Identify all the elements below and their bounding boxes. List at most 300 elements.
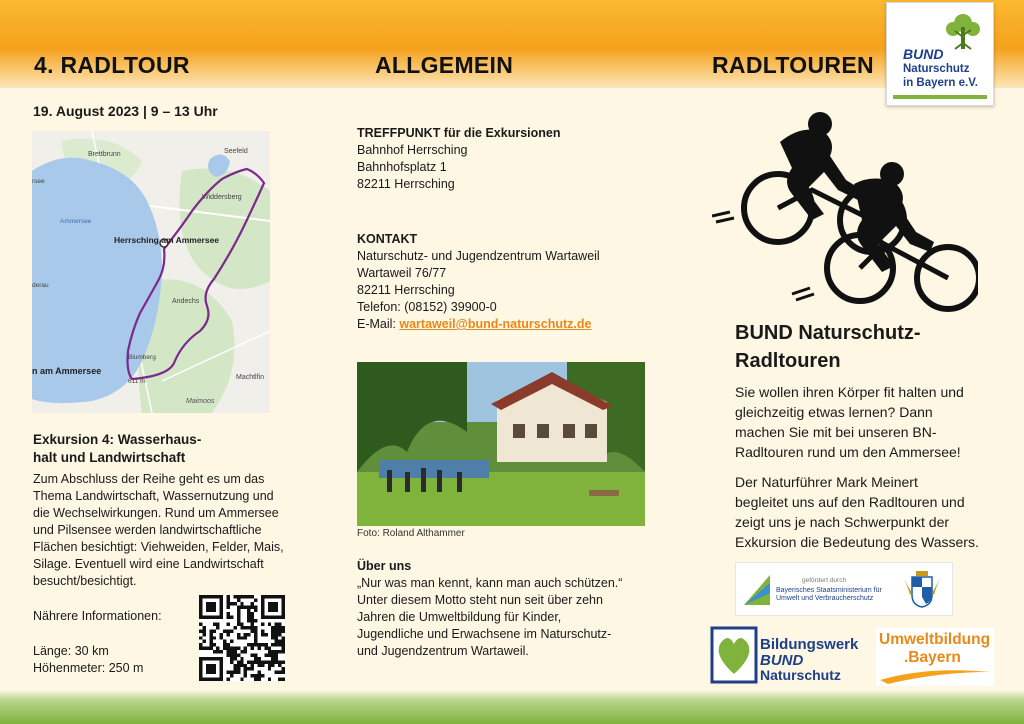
- qr-module: [278, 595, 281, 598]
- qr-module: [213, 667, 216, 670]
- contact-line: Naturschutz- und Jugendzentrum Wartaweil: [357, 249, 600, 263]
- qr-module: [227, 650, 230, 653]
- qr-module: [261, 602, 264, 605]
- qr-module: [247, 612, 250, 615]
- qr-module: [278, 623, 281, 626]
- qr-module: [278, 616, 281, 619]
- qr-module: [271, 626, 274, 629]
- qr-module: [247, 626, 250, 629]
- qr-module: [240, 650, 243, 653]
- qr-module: [282, 667, 285, 670]
- qr-module: [223, 643, 226, 646]
- qr-module: [275, 660, 278, 663]
- contact-line: 82211 Herrsching: [357, 283, 455, 297]
- qr-module: [264, 633, 267, 636]
- qr-module: [237, 633, 240, 636]
- qr-module: [271, 664, 274, 667]
- qr-module: [247, 605, 250, 608]
- meeting-line: Bahnhofsplatz 1: [357, 160, 447, 174]
- excursion-line: besucht/besichtigt.: [33, 574, 137, 588]
- qr-module: [240, 602, 243, 605]
- qr-module: [247, 619, 250, 622]
- qr-module: [254, 636, 257, 639]
- qr-module: [261, 595, 264, 598]
- intro-line: Radltouren rund um den Ammersee!: [735, 444, 961, 460]
- email-label: E-Mail:: [357, 317, 400, 331]
- qr-module: [233, 647, 236, 650]
- qr-module: [209, 667, 212, 670]
- qr-module: [271, 657, 274, 660]
- qr-module: [268, 667, 271, 670]
- qr-module: [254, 619, 257, 622]
- qr-module: [199, 595, 202, 598]
- qr-module: [261, 623, 264, 626]
- umweltbildung-line1: Umweltbildung: [879, 631, 991, 648]
- about-block: [357, 558, 622, 660]
- bildungswerk-line2: BUND: [760, 652, 804, 669]
- qr-module: [282, 612, 285, 615]
- qr-module: [268, 595, 271, 598]
- qr-module: [257, 643, 260, 646]
- qr-module: [247, 609, 250, 612]
- map-label-herrsching: Herrsching am Ammersee: [114, 235, 220, 245]
- qr-module: [261, 598, 264, 601]
- qr-module: [227, 643, 230, 646]
- qr-module: [271, 602, 274, 605]
- qr-module: [209, 602, 212, 605]
- qr-module: [275, 653, 278, 656]
- qr-module: [216, 595, 219, 598]
- qr-module: [268, 602, 271, 605]
- qr-module: [209, 678, 212, 681]
- qr-module: [244, 595, 247, 598]
- excursion-title: [33, 431, 201, 467]
- qr-module: [237, 660, 240, 663]
- qr-module: [275, 626, 278, 629]
- qr-module: [282, 595, 285, 598]
- qr-module: [251, 664, 254, 667]
- qr-module: [213, 650, 216, 653]
- qr-module: [220, 671, 223, 674]
- qr-module: [213, 605, 216, 608]
- qr-module: [227, 605, 230, 608]
- map-label-seefeld: Seefeld: [224, 148, 248, 155]
- qr-module: [251, 653, 254, 656]
- qr-module: [220, 616, 223, 619]
- qr-module: [240, 660, 243, 663]
- guide-paragraph: [735, 472, 1005, 552]
- excursion-title-line2: halt und Landwirtschaft: [33, 450, 186, 465]
- qr-module: [254, 657, 257, 660]
- qr-module: [202, 629, 205, 632]
- qr-module: [213, 678, 216, 681]
- qr-module: [261, 633, 264, 636]
- tour-length: Länge: 30 km: [33, 644, 109, 658]
- qr-module: [220, 674, 223, 677]
- qr-module: [264, 647, 267, 650]
- qr-module: [223, 647, 226, 650]
- qr-module: [209, 647, 212, 650]
- qr-module: [261, 629, 264, 632]
- qr-module: [275, 623, 278, 626]
- swoosh-icon: [878, 668, 992, 684]
- qr-module: [271, 595, 274, 598]
- qr-module: [202, 657, 205, 660]
- qr-module: [199, 605, 202, 608]
- qr-module: [257, 664, 260, 667]
- qr-module: [216, 616, 219, 619]
- qr-module: [216, 678, 219, 681]
- qr-module: [251, 619, 254, 622]
- about-line: Jahren die Umweltbildung für Kinder,: [357, 610, 562, 624]
- qr-module: [227, 678, 230, 681]
- qr-module: [227, 623, 230, 626]
- contact-line: Telefon: (08152) 39900-0: [357, 300, 497, 314]
- qr-module: [199, 602, 202, 605]
- qr-module: [251, 660, 254, 663]
- qr-module: [282, 640, 285, 643]
- qr-module: [220, 595, 223, 598]
- qr-module: [233, 671, 236, 674]
- qr-module: [257, 678, 260, 681]
- qr-module: [254, 660, 257, 663]
- qr-module: [271, 609, 274, 612]
- qr-module: [227, 598, 230, 601]
- qr-module: [202, 678, 205, 681]
- qr-module: [233, 667, 236, 670]
- umweltbildung-logo: [876, 628, 994, 686]
- qr-module: [254, 640, 257, 643]
- qr-module: [209, 636, 212, 639]
- qr-module: [237, 595, 240, 598]
- umweltbildung-line2: .Bayern: [904, 649, 961, 666]
- qr-module: [230, 674, 233, 677]
- qr-module: [213, 643, 216, 646]
- qr-module: [227, 595, 230, 598]
- qr-module: [220, 633, 223, 636]
- qr-module: [233, 650, 236, 653]
- email-row: [357, 316, 600, 333]
- qr-module: [282, 647, 285, 650]
- qr-module: [264, 653, 267, 656]
- qr-module: [268, 664, 271, 667]
- qr-module: [206, 671, 209, 674]
- qr-module: [251, 674, 254, 677]
- qr-module: [271, 650, 274, 653]
- qr-module: [282, 616, 285, 619]
- qr-module: [264, 643, 267, 646]
- map-label-ammersee: Ammersee: [60, 218, 92, 225]
- qr-module: [254, 626, 257, 629]
- qr-module: [254, 605, 257, 608]
- qr-module: [220, 598, 223, 601]
- contact-block: [357, 231, 600, 333]
- qr-module: [244, 671, 247, 674]
- qr-module: [268, 678, 271, 681]
- qr-module: [247, 633, 250, 636]
- qr-module: [244, 633, 247, 636]
- qr-module: [223, 629, 226, 632]
- qr-module: [209, 605, 212, 608]
- qr-module: [254, 678, 257, 681]
- qr-module: [230, 640, 233, 643]
- email-link[interactable]: wartaweil@bund-naturschutz.de: [399, 317, 592, 331]
- guide-line: zeigt uns je nach Schwerpunkt der: [735, 514, 950, 530]
- qr-module: [237, 619, 240, 622]
- qr-module: [199, 660, 202, 663]
- qr-module: [271, 633, 274, 636]
- qr-module: [220, 609, 223, 612]
- qr-module: [271, 629, 274, 632]
- qr-module: [257, 674, 260, 677]
- qr-module: [199, 598, 202, 601]
- qr-module: [220, 667, 223, 670]
- qr-module: [213, 609, 216, 612]
- qr-module: [199, 629, 202, 632]
- qr-module: [206, 605, 209, 608]
- photo-caption: Foto: Roland Althammer: [357, 528, 465, 539]
- about-title: Über uns: [357, 559, 412, 573]
- qr-module: [251, 643, 254, 646]
- heading-allgemein: ALLGEMEIN: [375, 52, 514, 78]
- qr-module: [251, 602, 254, 605]
- qr-module: [216, 623, 219, 626]
- qr-module: [213, 623, 216, 626]
- qr-module: [268, 623, 271, 626]
- qr-module: [261, 605, 264, 608]
- qr-module: [233, 595, 236, 598]
- qr-module: [251, 626, 254, 629]
- qr-module: [282, 629, 285, 632]
- heading-radltouren: RADLTOUREN: [712, 52, 874, 78]
- logo-line2: Naturschutz: [903, 63, 970, 75]
- qr-module: [247, 595, 250, 598]
- qr-module: [282, 643, 285, 646]
- qr-module: [275, 633, 278, 636]
- qr-module: [251, 647, 254, 650]
- qr-module: [199, 609, 202, 612]
- qr-module: [261, 660, 264, 663]
- qr-module: [251, 595, 254, 598]
- map-label-widdersberg: Widdersberg: [202, 194, 242, 201]
- qr-module: [254, 674, 257, 677]
- qr-module: [282, 650, 285, 653]
- qr-module: [257, 660, 260, 663]
- qr-module: [254, 633, 257, 636]
- qr-module: [237, 609, 240, 612]
- building-photo: [357, 362, 645, 526]
- qr-module: [254, 653, 257, 656]
- qr-module: [199, 643, 202, 646]
- qr-module: [244, 667, 247, 670]
- about-line: „Nur was man kennt, kann man auch schützen.“: [357, 576, 623, 590]
- qr-module: [220, 664, 223, 667]
- qr-module: [282, 598, 285, 601]
- qr-module: [251, 629, 254, 632]
- excursion-line: und Pilsensee werden landwirtschaftliche: [33, 523, 262, 537]
- qr-module: [237, 616, 240, 619]
- intro-line: gleichzeitig etwas lernen? Dann: [735, 404, 933, 420]
- qr-module: [282, 626, 285, 629]
- qr-module: [227, 671, 230, 674]
- qr-module: [244, 605, 247, 608]
- qr-module: [237, 623, 240, 626]
- excursion-title-line1: Exkursion 4: Wasserhaus-: [33, 432, 202, 447]
- qr-module: [199, 657, 202, 660]
- qr-module: [206, 602, 209, 605]
- qr-module: [230, 650, 233, 653]
- qr-module: [230, 647, 233, 650]
- qr-module: [199, 647, 202, 650]
- qr-module: [240, 605, 243, 608]
- qr-module: [257, 671, 260, 674]
- qr-module: [251, 616, 254, 619]
- qr-module: [199, 636, 202, 639]
- map-label-am-ammersee: n am Ammersee: [32, 366, 102, 376]
- qr-code[interactable]: [199, 595, 285, 681]
- qr-module: [230, 629, 233, 632]
- qr-module: [202, 640, 205, 643]
- qr-module: [206, 678, 209, 681]
- meeting-line: 82211 Herrsching: [357, 177, 455, 191]
- meeting-point: [357, 125, 561, 193]
- excursion-line: Thema Landwirtschaft, Wassernutzung und: [33, 489, 274, 503]
- qr-module: [278, 671, 281, 674]
- qr-module: [247, 660, 250, 663]
- qr-module: [254, 609, 257, 612]
- qr-module: [254, 643, 257, 646]
- qr-module: [282, 671, 285, 674]
- tree-icon: [941, 11, 985, 53]
- about-line: Unter diesem Motto steht nun seit über zehn: [357, 593, 603, 607]
- guide-line: begleitet uns auf den Radltouren und: [735, 494, 965, 510]
- radltouren-heading-line2: Radltouren: [735, 350, 841, 372]
- route-map: [32, 131, 270, 413]
- excursion-line: Flächen besichtigt: Viehweiden, Felder, Mais,: [33, 540, 284, 554]
- qr-module: [206, 657, 209, 660]
- qr-module: [199, 612, 202, 615]
- qr-module: [278, 643, 281, 646]
- qr-module: [227, 616, 230, 619]
- qr-module: [268, 653, 271, 656]
- qr-module: [220, 612, 223, 615]
- qr-module: [261, 609, 264, 612]
- qr-module: [275, 640, 278, 643]
- qr-module: [261, 664, 264, 667]
- qr-module: [216, 650, 219, 653]
- guide-line: Exkursion die Bedeutung des Wassers.: [735, 534, 979, 550]
- ministry-emblem-icon: [742, 573, 772, 607]
- qr-module: [271, 643, 274, 646]
- contact-line: Wartaweil 76/77: [357, 266, 447, 280]
- qr-module: [202, 647, 205, 650]
- qr-module: [275, 609, 278, 612]
- map-label-andechs: Andechs: [172, 298, 200, 305]
- qr-module: [209, 643, 212, 646]
- qr-module: [223, 640, 226, 643]
- qr-module: [230, 660, 233, 663]
- qr-module: [199, 674, 202, 677]
- map-label-maimoos: Maimoos: [186, 398, 215, 405]
- qr-module: [220, 602, 223, 605]
- qr-module: [213, 671, 216, 674]
- qr-module: [251, 623, 254, 626]
- intro-line: machen Sie mit bei unseren BN-: [735, 424, 937, 440]
- intro-paragraph: [735, 382, 1005, 462]
- heart-leaf-icon: [710, 626, 758, 684]
- qr-module: [199, 678, 202, 681]
- qr-module: [233, 657, 236, 660]
- bavarian-coat-of-arms-icon: [902, 571, 942, 609]
- qr-module: [275, 643, 278, 646]
- qr-module: [202, 626, 205, 629]
- qr-module: [251, 612, 254, 615]
- qr-module: [209, 633, 212, 636]
- qr-module: [237, 598, 240, 601]
- qr-module: [213, 629, 216, 632]
- qr-module: [237, 664, 240, 667]
- qr-module: [209, 671, 212, 674]
- qr-module: [220, 605, 223, 608]
- qr-module: [278, 633, 281, 636]
- qr-module: [247, 667, 250, 670]
- qr-module: [202, 633, 205, 636]
- qr-module: [209, 616, 212, 619]
- qr-module: [275, 650, 278, 653]
- qr-module: [240, 595, 243, 598]
- qr-module: [206, 616, 209, 619]
- funded-by-label: gefördert durch: [802, 577, 847, 584]
- qr-module: [216, 626, 219, 629]
- qr-module: [240, 636, 243, 639]
- qr-module: [216, 657, 219, 660]
- qr-module: [275, 605, 278, 608]
- qr-module: [251, 667, 254, 670]
- qr-module: [230, 657, 233, 660]
- bund-logo: [886, 2, 994, 106]
- qr-module: [282, 678, 285, 681]
- qr-module: [282, 609, 285, 612]
- qr-module: [261, 612, 264, 615]
- qr-module: [268, 609, 271, 612]
- qr-module: [216, 647, 219, 650]
- map-label-elevation: 611 m: [128, 378, 146, 385]
- qr-module: [264, 616, 267, 619]
- meeting-title: TREFFPUNKT für die Exkursionen: [357, 126, 561, 140]
- qr-module: [257, 647, 260, 650]
- qr-module: [199, 623, 202, 626]
- qr-module: [237, 636, 240, 639]
- qr-module: [230, 653, 233, 656]
- qr-module: [264, 660, 267, 663]
- qr-module: [278, 664, 281, 667]
- ministry-line2: Umwelt und Verbraucherschutz: [776, 595, 874, 602]
- qr-module: [220, 657, 223, 660]
- about-line: Jugendliche und Erwachsene im Naturschutz-: [357, 627, 612, 641]
- bildungswerk-line3: Naturschutz: [760, 667, 841, 683]
- logo-line3: in Bayern e.V.: [903, 77, 979, 89]
- qr-module: [230, 616, 233, 619]
- map-label-derau: derau: [32, 282, 49, 289]
- qr-module: [227, 653, 230, 656]
- contact-title: KONTAKT: [357, 232, 418, 246]
- excursion-line: die Wechselwirkungen. Rund um Ammersee: [33, 506, 279, 520]
- qr-module: [240, 664, 243, 667]
- qr-module: [275, 657, 278, 660]
- qr-module: [278, 660, 281, 663]
- qr-module: [209, 664, 212, 667]
- qr-module: [209, 629, 212, 632]
